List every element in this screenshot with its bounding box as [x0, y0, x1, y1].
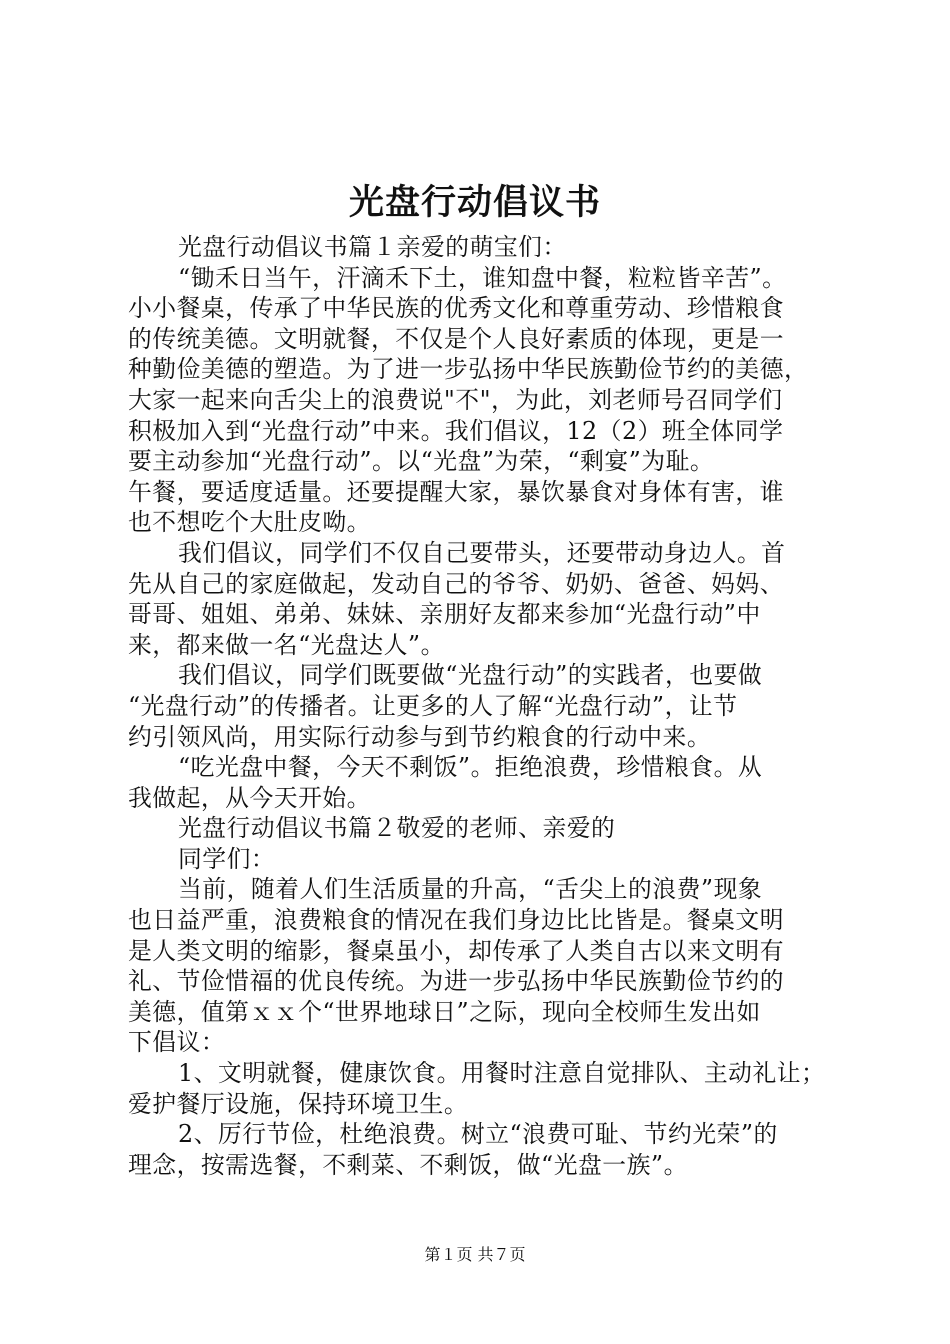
text-line: 当前，随着人们生活质量的升高，“舌尖上的浪费”现象 — [178, 875, 763, 904]
text-line: 先从自己的家庭做起，发动自己的爷爷、奶奶、爸爸、妈妈、 — [128, 569, 785, 598]
text-line: 大家一起来向舌尖上的浪费说"不"，为此，刘老师号召同学们 — [128, 385, 783, 414]
document-title: 光盘行动倡议书 — [348, 182, 601, 223]
text-line: 光盘行动倡议书篇２敬爱的老师、亲爱的 — [178, 814, 616, 843]
text-line: 2、厉行节俭，杜绝浪费。树立“浪费可耻、节约光荣”的 — [178, 1120, 778, 1149]
text-line: 我们倡议，同学们不仅自己要带头，还要带动身边人。首 — [178, 538, 786, 567]
text-line: 约引领风尚，用实际行动参与到节约粮食的行动中来。 — [128, 722, 712, 751]
text-line: 午餐，要适度适量。还要提醒大家，暴饮暴食对身体有害，谁 — [128, 477, 785, 506]
document-body — [128, 232, 840, 1180]
page-number: 第１页 共７页 — [424, 1245, 526, 1264]
text-line: 哥哥、姐姐、弟弟、妹妹、亲朋好友都来参加“光盘行动”中 — [128, 600, 761, 629]
text-line: “吃光盘中餐，今天不剩饭”。拒绝浪费，珍惜粮食。从 — [178, 753, 763, 782]
text-line: 美德，值第ｘｘ个“世界地球日”之际，现向全校师生发出如 — [128, 997, 761, 1026]
text-line: “锄禾日当午，汗滴禾下土，谁知盘中餐，粒粒皆辛苦”。 — [178, 263, 787, 292]
text-line: 光盘行动倡议书篇１亲爱的萌宝们： — [178, 233, 567, 261]
text-line: 要主动参加“光盘行动”。以“光盘”为荣，“剩宴”为耻。 — [128, 447, 715, 476]
text-line: 是人类文明的缩影，餐桌虽小，却传承了人类自古以来文明有 — [128, 936, 785, 965]
text-line: 小小餐桌，传承了中华民族的优秀文化和尊重劳动、珍惜粮食 — [128, 294, 785, 323]
text-line: 1、文明就餐，健康饮食。用餐时注意自觉排队、主动礼让； — [178, 1059, 826, 1088]
text-line: 理念，按需选餐，不剩菜、不剩饭，做“光盘一族”。 — [128, 1150, 688, 1179]
text-line: 我做起，从今天开始。 — [128, 783, 371, 812]
text-line: 也日益严重，浪费粮食的情况在我们身边比比皆是。餐桌文明 — [128, 906, 785, 935]
text-line: 的传统美德。文明就餐，不仅是个人良好素质的体现，更是一 — [128, 324, 785, 353]
text-line: “光盘行动”的传播者。让更多的人了解“光盘行动”，让节 — [128, 691, 738, 720]
text-line: 礼、节俭惜福的优良传统。为进一步弘扬中华民族勤俭节约的 — [128, 967, 785, 996]
text-line: 同学们： — [178, 844, 276, 873]
text-line: 积极加入到“光盘行动”中来。我们倡议，12（2）班全体同学 — [128, 416, 784, 445]
text-line: 也不想吃个大肚皮呦。 — [128, 508, 371, 537]
text-line: 爱护餐厅设施，保持环境卫生。 — [128, 1089, 469, 1118]
text-line: 种勤俭美德的塑造。为了进一步弘扬中华民族勤俭节约的美德， — [128, 355, 809, 384]
text-line: 来，都来做一名“光盘达人”。 — [128, 630, 445, 659]
text-line: 下倡议： — [128, 1028, 226, 1057]
text-line: 我们倡议，同学们既要做“光盘行动”的实践者，也要做 — [178, 661, 763, 690]
